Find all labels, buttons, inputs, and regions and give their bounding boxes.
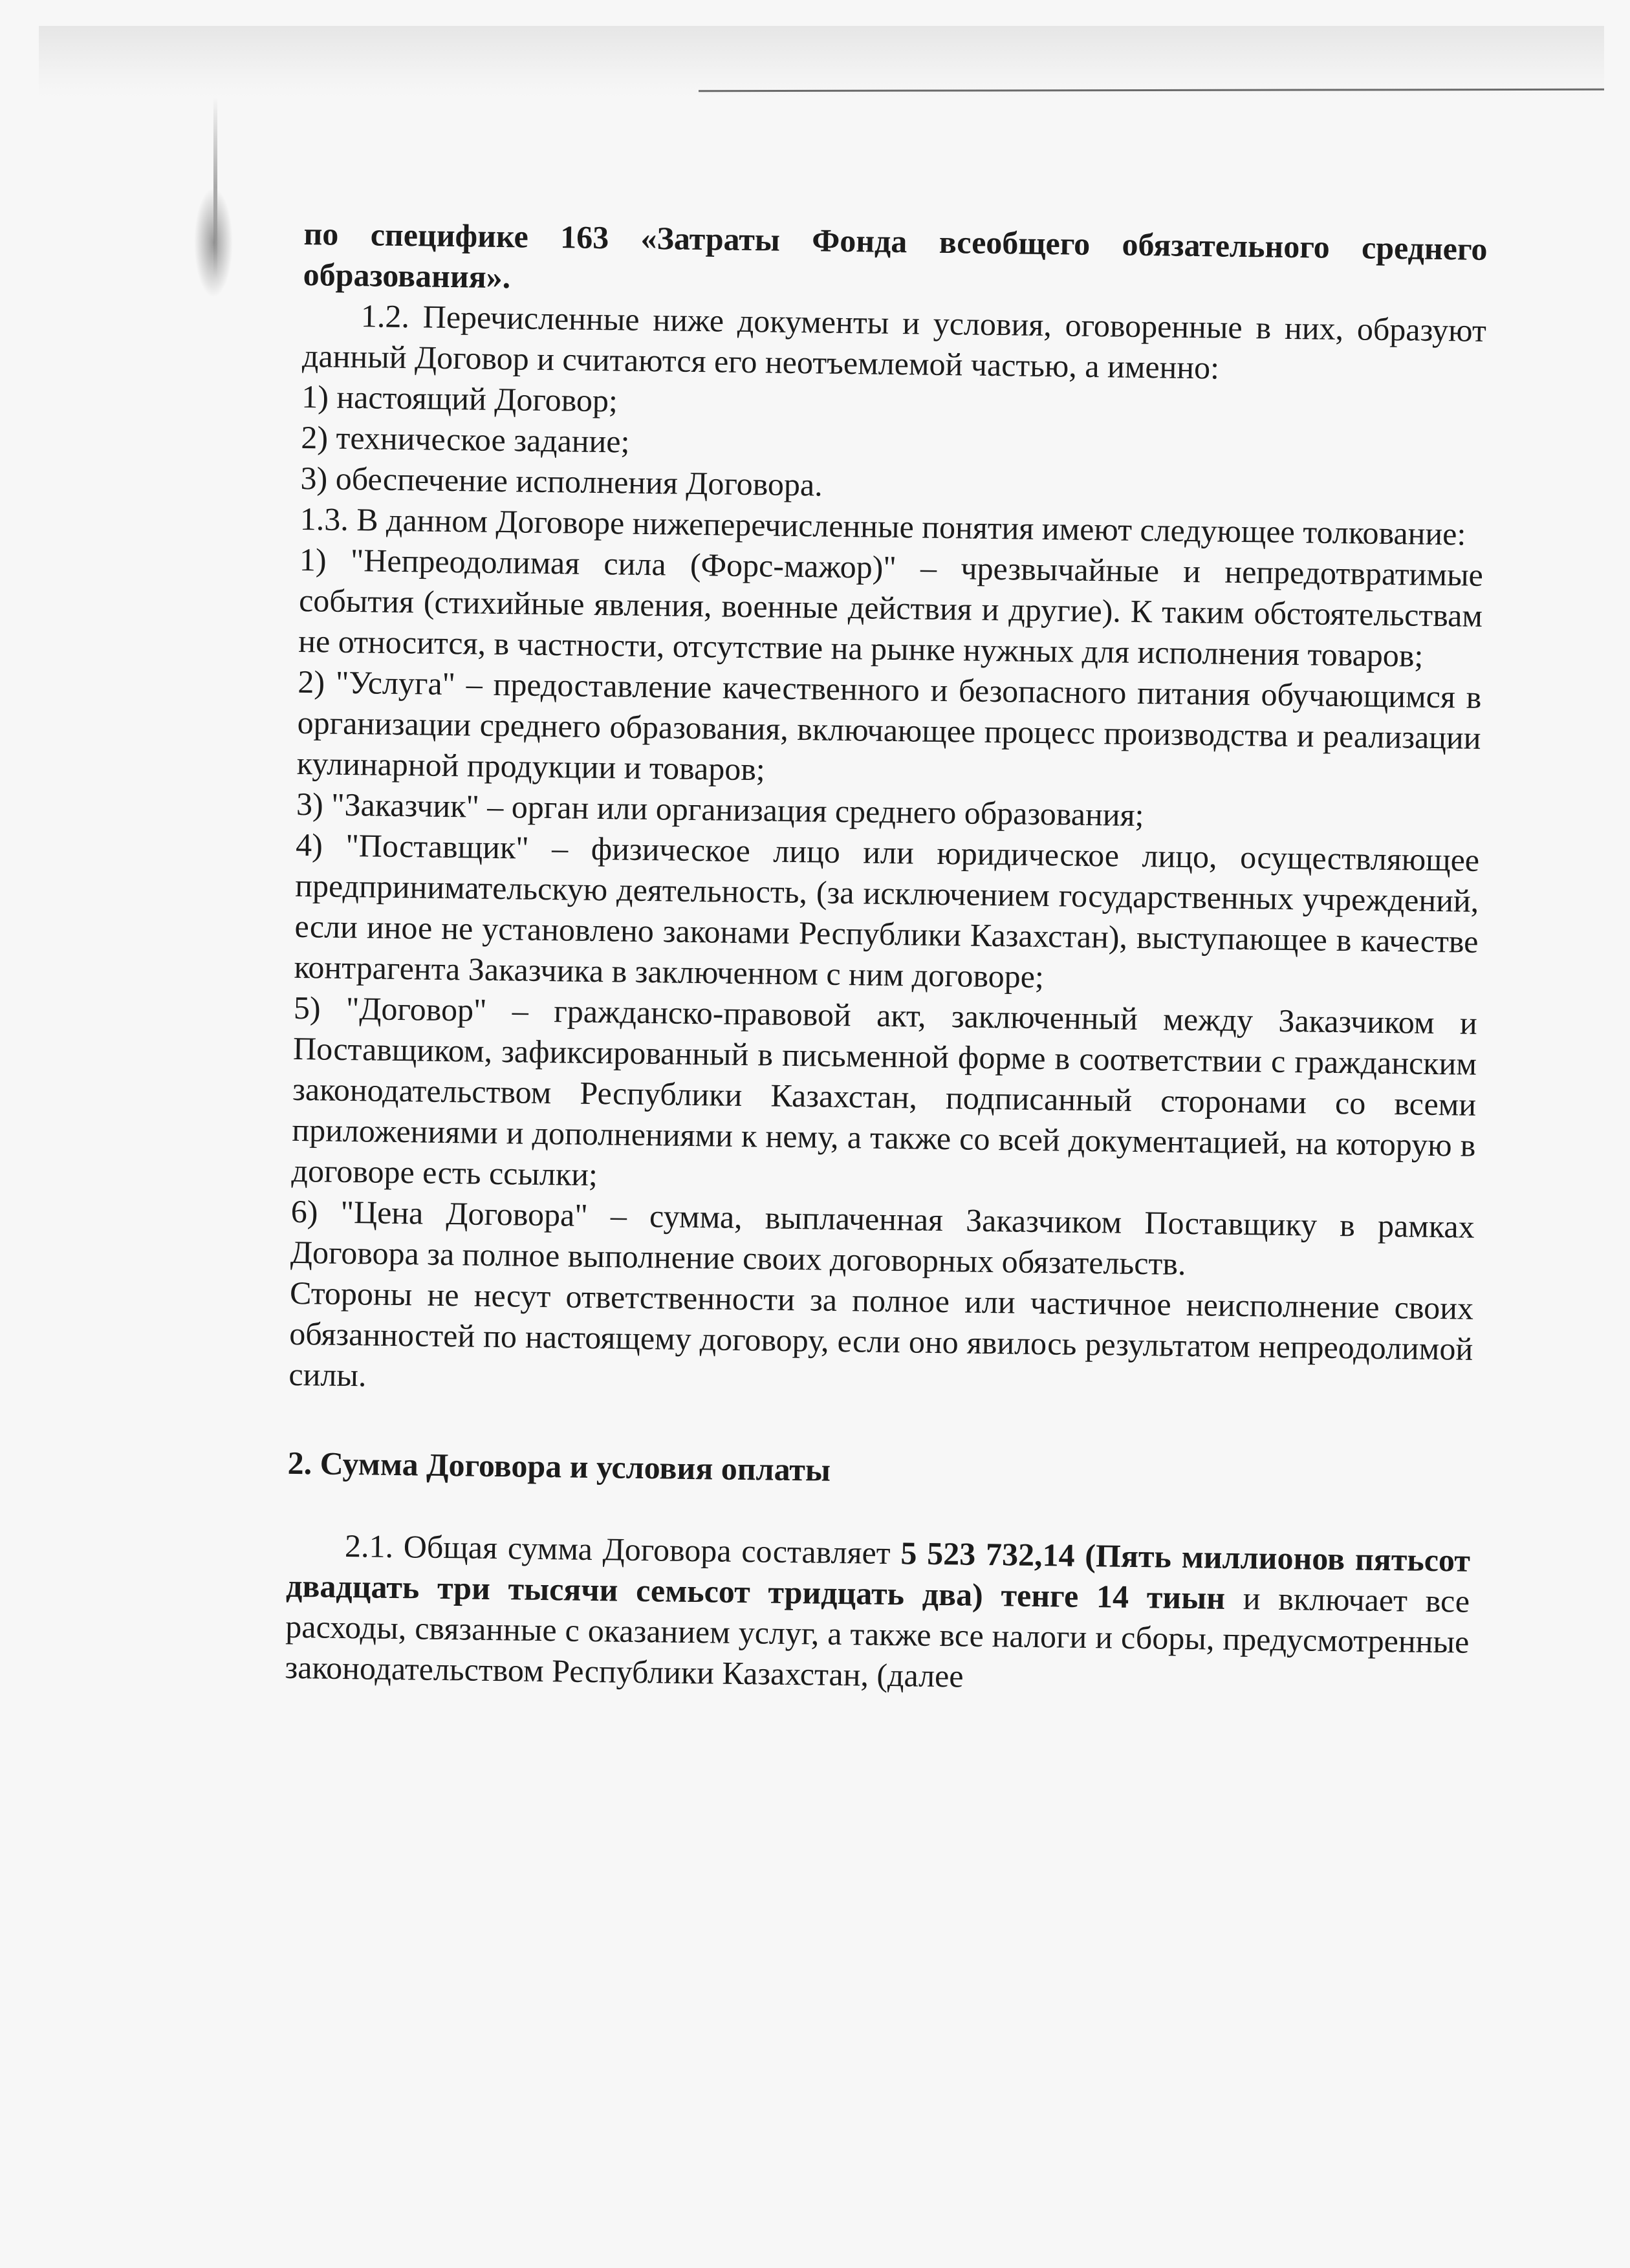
paragraph-2-1-suffix: и включает все расходы, связанные с оказанием услуг, а также все налоги и сборы, предусмотренные законодательством Республики Казахстан, (далее xyxy=(285,1579,1470,1694)
paragraph-force-majeure: Стороны не несут ответственности за полное или частичное неисполнение своих обязанностей по настоящему договору, если оно явилось результатом непреодолимой силы. xyxy=(288,1274,1474,1394)
definition-item: 6) "Цена Договора" – сумма, выплаченная Заказчиком Поставщику в рамках Договора за полное выполнение своих договорных обязательств. xyxy=(290,1193,1475,1282)
section-2-heading: 2. Сумма Договора и условия оплаты xyxy=(287,1444,831,1488)
list-item: 2) техническое задание; xyxy=(301,418,630,460)
definition-item: 4) "Поставщик" – физическое лицо или юридическое лицо, осуществляющее предпринимательскую деятельность, (за исключением государственных учреждений, если иное не установлено законами Республики Казахстан), выступающее в качестве контрагента Заказчика в заключенном с ним договоре; xyxy=(294,826,1480,995)
contract-amount: 5 523 732,14 (Пять миллионов пятьсот двадцать три тысячи семьсот тридцать два) тенге 14 тиын xyxy=(285,1535,1471,1616)
paragraph-intro-text: по специфике 163 «Затраты Фонда всеобщего обязательного среднего образования». xyxy=(303,215,1488,296)
scan-streak-left xyxy=(213,97,217,278)
definition-item: 5) "Договор" – гражданско-правовой акт, заключенный между Заказчиком и Поставщиком, зафиксированный в письменной форме в соответствии с гражданским законодательством Республики Казахстан, подписанный сторонами со всеми приложениями и дополнениями к нему, а также со всей документацией, на которую в договоре есть ссылки; xyxy=(291,989,1478,1193)
scan-shadow-top xyxy=(39,26,1604,97)
list-item: 3) обеспечение исполнения Договора. xyxy=(300,459,823,503)
paragraph-1-2: 1.2. Перечисленные ниже документы и условия, оговоренные в них, образуют данный Договор и считаются его неотъемлемой частью, а именно: xyxy=(301,297,1487,386)
definition-item: 3) "Заказчик" – орган или организация среднего образования; xyxy=(296,785,1144,834)
paragraph-2-1 xyxy=(285,1525,1470,1703)
paragraph-1-3: 1.3. В данном Договоре нижеперечисленные понятия имеют следующее толкование: xyxy=(299,500,1466,552)
definition-item: 1) "Непреодолимая сила (Форс-мажор)" – чрезвычайные и непредотвратимые события (стихийные явления, военные действия и другие). К таким обстоятельствам не относится, в частности, отсутствие на рынке нужных для исполнения товаров; xyxy=(298,541,1484,674)
definition-item: 2) "Услуга" – предоставление качественного и безопасного питания обучающимся в организации среднего образования, включающее процесс производства и реализации кулинарной продукции и товаров; xyxy=(296,663,1482,788)
paragraph-2-1-prefix: 2.1. Общая сумма Договора составляет xyxy=(344,1528,901,1571)
document-body xyxy=(285,213,1488,1703)
paragraph-intro xyxy=(303,213,1487,310)
list-item: 1) настоящий Договор; xyxy=(301,378,618,419)
